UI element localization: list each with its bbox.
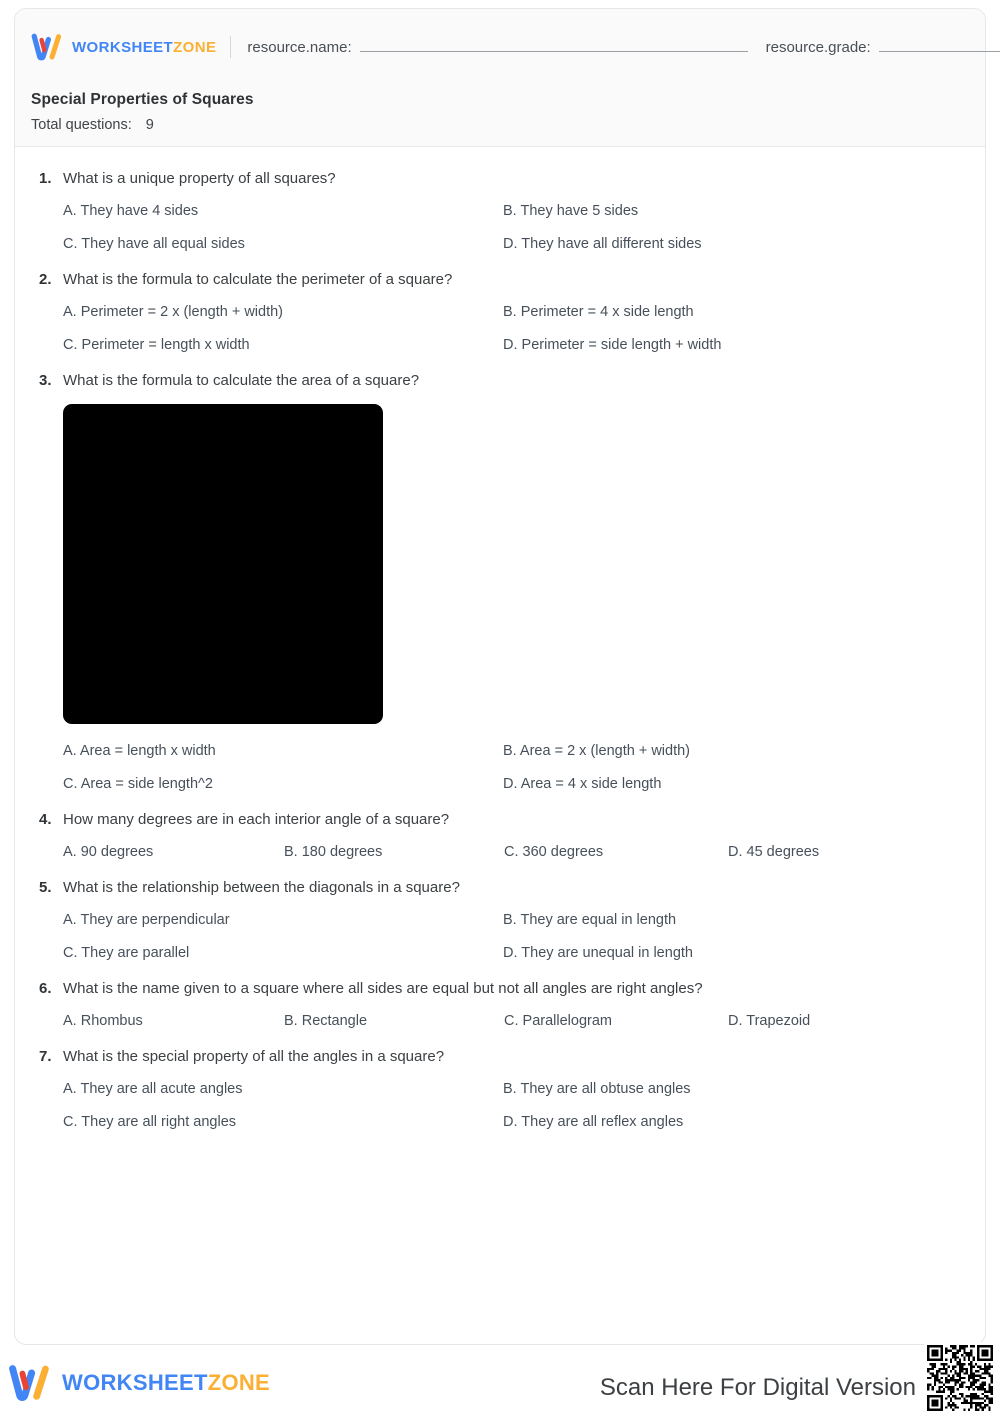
question-text: What is a unique property of all squares? <box>63 170 336 187</box>
answer-option[interactable]: C. Parallelogram <box>504 1013 612 1030</box>
worksheetzone-logo-icon <box>31 33 65 61</box>
answer-option[interactable]: A. They have 4 sides <box>63 203 199 220</box>
answer-options <box>15 1080 967 1132</box>
answer-option[interactable]: B. 180 degrees <box>284 844 383 861</box>
answer-options <box>15 742 967 794</box>
qr-code-icon <box>924 1342 996 1414</box>
question-number: 4. <box>39 810 52 828</box>
answer-option[interactable]: D. 45 degrees <box>728 844 820 861</box>
question-header <box>15 810 967 830</box>
question-text: What is the relationship between the diagonals in a square? <box>63 878 460 896</box>
footer-brand <box>8 1364 270 1402</box>
footer-brand-wordmark <box>62 1372 270 1394</box>
question-header <box>15 1047 967 1067</box>
answer-option[interactable]: D. Trapezoid <box>728 1013 811 1030</box>
resource-name-rule <box>360 51 748 52</box>
question-item <box>15 371 985 794</box>
total-questions-value: 9 <box>145 117 154 133</box>
answer-options <box>15 1012 967 1031</box>
footer-wordmark-part1: WORKSHEET <box>62 1370 208 1395</box>
resource-grade-rule <box>879 51 1000 52</box>
answer-option[interactable]: A. Perimeter = 2 x (length + width) <box>63 304 284 321</box>
total-questions-label: Total questions: <box>31 117 132 133</box>
question-text: What is the formula to calculate the perimeter of a square? <box>63 270 453 288</box>
question-text: What is the special property of all the angles in a square? <box>63 1047 445 1065</box>
header-brand-row <box>31 31 985 63</box>
answer-option[interactable]: B. Area = 2 x (length + width) <box>503 743 690 760</box>
answer-option[interactable]: B. They are equal in length <box>503 912 677 929</box>
footer-wordmark-part2: ZONE <box>207 1370 271 1395</box>
answer-option[interactable]: C. They are parallel <box>63 945 190 961</box>
question-number: 3. <box>39 371 52 389</box>
resource-grade-label: resource.grade: <box>765 38 871 56</box>
header-divider <box>230 36 231 58</box>
answer-option[interactable]: C. Perimeter = length x width <box>63 337 250 354</box>
footer-worksheetzone-logo-icon <box>8 1364 54 1402</box>
brand-wordmark <box>72 40 216 55</box>
question-number: 1. <box>39 170 52 187</box>
answer-option[interactable]: A. They are all acute angles <box>63 1081 243 1098</box>
question-text: How many degrees are in each interior angle of a square? <box>63 810 450 828</box>
question-item <box>15 270 985 355</box>
answer-option[interactable]: B. They have 5 sides <box>503 203 639 220</box>
answer-option[interactable]: B. They are all obtuse angles <box>503 1081 691 1098</box>
question-number: 7. <box>39 1047 52 1065</box>
answer-option[interactable]: C. They are all right angles <box>63 1114 237 1131</box>
question-item <box>15 810 985 862</box>
answer-options <box>15 843 967 862</box>
page-footer <box>0 1352 1000 1414</box>
question-header <box>15 270 967 290</box>
question-number: 2. <box>39 270 52 288</box>
resource-name-field[interactable] <box>247 39 747 56</box>
answer-option[interactable]: C. They have all equal sides <box>63 236 245 253</box>
question-text: What is the formula to calculate the area of a square? <box>63 371 420 389</box>
resource-name-label: resource.name: <box>247 38 352 56</box>
question-item <box>15 979 985 1031</box>
brand-wordmark-part2: ZONE <box>173 38 217 56</box>
scan-prompt-text: Scan Here For Digital Version <box>599 1374 916 1401</box>
resource-grade-field[interactable] <box>766 39 1000 56</box>
answer-options <box>15 303 967 355</box>
question-header <box>15 878 967 898</box>
worksheet-header <box>15 9 985 147</box>
worksheet-title: Special Properties of Squares <box>31 91 254 108</box>
question-3-image <box>63 404 383 724</box>
answer-option[interactable]: A. They are perpendicular <box>63 912 230 929</box>
answer-option[interactable]: D. Area = 4 x side length <box>503 775 662 792</box>
answer-option[interactable]: A. Rhombus <box>63 1013 143 1030</box>
answer-option[interactable]: D. They are all reflex angles <box>503 1114 684 1131</box>
question-number: 5. <box>39 878 52 896</box>
question-item <box>15 169 985 254</box>
answer-option[interactable]: C. 360 degrees <box>504 844 604 861</box>
answer-option[interactable]: D. Perimeter = side length + width <box>503 337 722 354</box>
questions-list <box>15 147 985 1132</box>
answer-option[interactable]: A. 90 degrees <box>63 844 154 861</box>
brand-wordmark-part1: WORKSHEET <box>72 38 174 56</box>
question-item <box>15 878 985 963</box>
answer-option[interactable]: C. Area = side length^2 <box>63 775 213 792</box>
worksheet-card <box>14 8 986 1345</box>
question-header <box>15 979 967 999</box>
answer-option[interactable]: D. They are unequal in length <box>503 945 693 961</box>
answer-options <box>15 202 967 254</box>
answer-options <box>15 911 967 963</box>
question-header <box>15 371 967 391</box>
question-text: What is the name given to a square where all sides are equal but not all angles are right angles? <box>63 979 703 997</box>
total-questions <box>31 117 154 133</box>
answer-option[interactable]: A. Area = length x width <box>63 743 216 760</box>
answer-option[interactable]: B. Perimeter = 4 x side length <box>503 304 694 321</box>
question-header <box>15 169 967 189</box>
answer-option[interactable]: D. They have all different sides <box>503 236 702 253</box>
answer-option[interactable]: B. Rectangle <box>284 1013 368 1030</box>
question-item <box>15 1047 985 1132</box>
question-number: 6. <box>39 979 52 997</box>
